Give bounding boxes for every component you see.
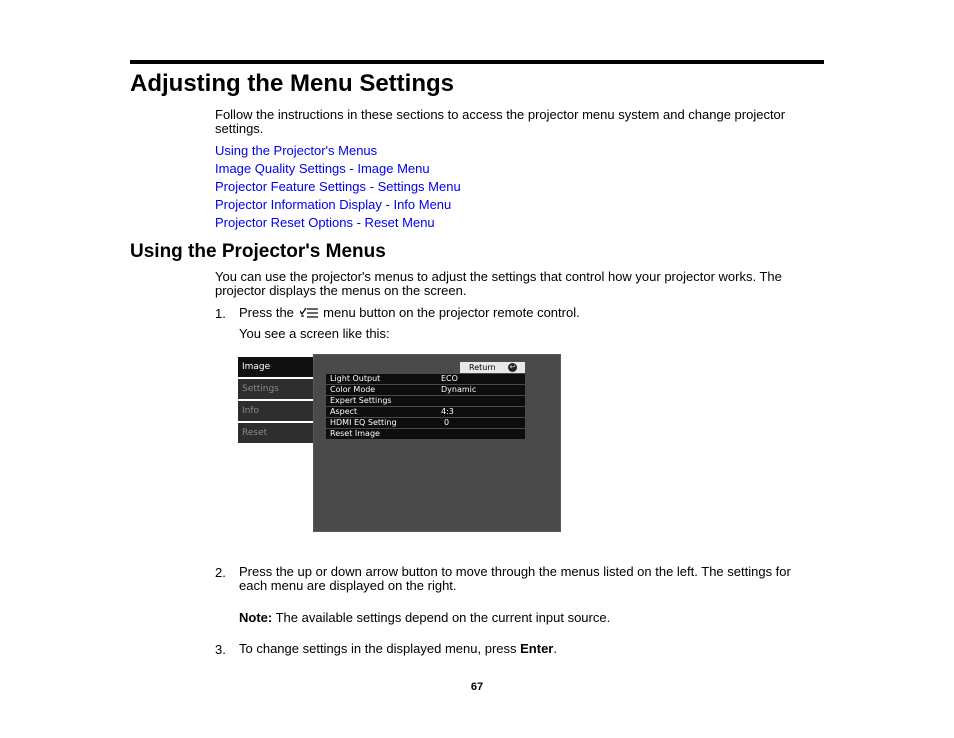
link-using-menus[interactable]: Using the Projector's Menus xyxy=(215,143,378,158)
page-title: Adjusting the Menu Settings xyxy=(130,70,454,97)
return-icon: ↩ xyxy=(509,363,516,371)
settings-row xyxy=(326,374,525,385)
row-label: Expert Settings xyxy=(330,396,392,405)
tab-settings: Settings xyxy=(238,379,318,399)
settings-panel xyxy=(313,354,561,532)
menu-screen-image xyxy=(238,354,562,532)
step-1-before: Press the xyxy=(239,305,294,320)
note-label: Note: xyxy=(239,610,273,625)
row-value: Dynamic xyxy=(441,385,477,394)
step-1-text xyxy=(239,306,799,322)
menu-icon xyxy=(300,307,318,322)
row-label: HDMI EQ Setting xyxy=(330,418,397,427)
row-label: Light Output xyxy=(330,374,381,383)
step-1-number: 1. xyxy=(215,306,226,321)
tab-info: Info xyxy=(238,401,318,421)
row-label: Reset Image xyxy=(330,429,380,438)
page-number: 67 xyxy=(470,681,484,693)
settings-row xyxy=(326,429,525,440)
link-reset-menu[interactable]: Projector Reset Options - Reset Menu xyxy=(215,215,435,230)
note xyxy=(239,611,799,625)
tab-image: Image xyxy=(238,357,318,377)
section-links xyxy=(215,142,461,232)
step-3-bold: Enter xyxy=(520,641,554,656)
intro-paragraph: Follow the instructions in these sections to access the projector menu system and change projector settings. xyxy=(215,107,786,136)
step-2-text: Press the up or down arrow button to move through the menus listed on the left. The settings for each menu are displayed on the right. xyxy=(239,564,791,593)
row-label: Color Mode xyxy=(330,385,376,394)
step-1-after: menu button on the projector remote control. xyxy=(323,305,580,320)
return-button xyxy=(460,362,525,373)
row-label: Aspect xyxy=(330,407,358,416)
step-3-after: . xyxy=(553,641,557,656)
title-rule xyxy=(130,60,824,64)
link-info-menu[interactable]: Projector Information Display - Info Menu xyxy=(215,197,452,212)
link-image-menu[interactable]: Image Quality Settings - Image Menu xyxy=(215,161,430,176)
settings-row xyxy=(326,396,525,407)
settings-row xyxy=(326,418,525,429)
settings-row xyxy=(326,385,525,396)
step-3-number: 3. xyxy=(215,642,226,657)
settings-row xyxy=(326,407,525,418)
row-value: 4:3 xyxy=(441,407,454,416)
return-label: Return xyxy=(469,363,496,372)
step-3-text xyxy=(239,642,799,656)
tab-reset: Reset xyxy=(238,423,318,443)
row-value: ECO xyxy=(441,374,458,383)
row-value: 0 xyxy=(444,418,450,427)
step-3-before: To change settings in the displayed menu, press xyxy=(239,641,521,656)
note-text: The available settings depend on the current input source. xyxy=(272,610,611,625)
section-intro: You can use the projector's menus to adjust the settings that control how your projector works. The projector displays the menus on the screen. xyxy=(215,269,782,298)
section-title: Using the Projector's Menus xyxy=(130,241,386,262)
link-settings-menu[interactable]: Projector Feature Settings - Settings Menu xyxy=(215,179,461,194)
step-1-sub: You see a screen like this: xyxy=(239,326,390,341)
settings-rows xyxy=(326,374,525,440)
step-2-number: 2. xyxy=(215,565,226,580)
